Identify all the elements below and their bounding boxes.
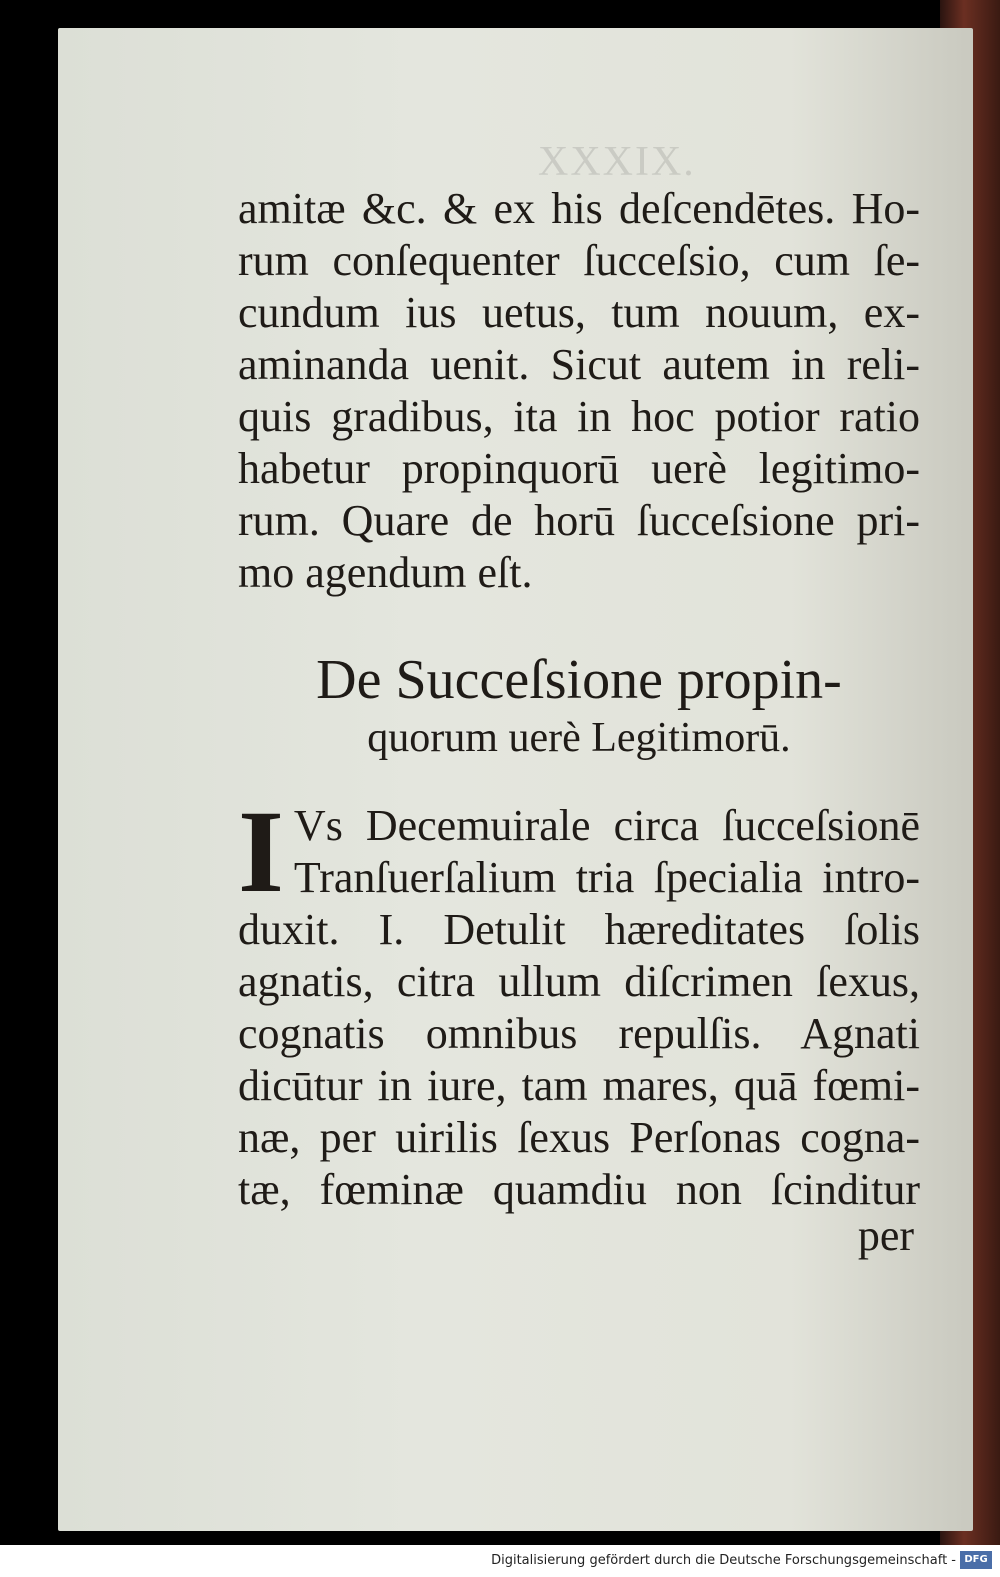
drop-cap: I: [238, 786, 284, 917]
text-line: quis gradibus, ita in hoc potior ratio: [238, 392, 920, 441]
text-line: agnatis, citra ullum diſcrimen ſexus,: [238, 957, 920, 1006]
heading-line-2: quorum uerè Legitimorū.: [367, 715, 791, 761]
text-line: rum. Quare de horū ſucceſsione pri-: [238, 496, 920, 545]
paragraph: [238, 786, 920, 1216]
text-line: aminanda uenit. Sicut autem in reli-: [238, 340, 920, 389]
dfg-logo-icon: DFG: [960, 1551, 992, 1569]
catchword: per: [857, 1211, 914, 1260]
body-text: [238, 183, 920, 599]
text-line: duxit. I. Detulit hæreditates ſolis: [238, 905, 920, 954]
text-line: tæ, fœminæ quamdiu non ſcinditur: [238, 1165, 920, 1214]
footer-credit: Digitalisierung gefördert durch die Deutsche Forschungsgemeinschaft -: [491, 1553, 956, 1568]
text-line: dicūtur in iure, tam mares, quā fœmi-: [238, 1061, 920, 1110]
ghost-page-number: XXXIX.: [538, 139, 696, 185]
text-line: Vs Decemuirale circa ſucceſsionē: [293, 801, 920, 850]
text-line: habetur propinquorū uerè legitimo-: [238, 444, 920, 493]
text-line: mo agendum eſt.: [238, 548, 533, 597]
text-line: amitæ &c. & ex his deſcendētes. Ho-: [238, 184, 920, 233]
heading-line-1: De Succeſsione propin-: [316, 649, 842, 711]
section-heading: [238, 648, 920, 764]
text-line: cundum ius uetus, tum nouum, ex-: [238, 288, 920, 337]
text-line: næ, per uirilis ſexus Perſonas cogna-: [238, 1113, 920, 1162]
footer-bar: [0, 1545, 1000, 1577]
text-line: cognatis omnibus repulſis. Agnati: [238, 1009, 920, 1058]
text-line: rum conſequenter ſucceſsio, cum ſe-: [238, 236, 920, 285]
text-line: Tranſuerſalium tria ſpecialia intro-: [293, 853, 920, 902]
